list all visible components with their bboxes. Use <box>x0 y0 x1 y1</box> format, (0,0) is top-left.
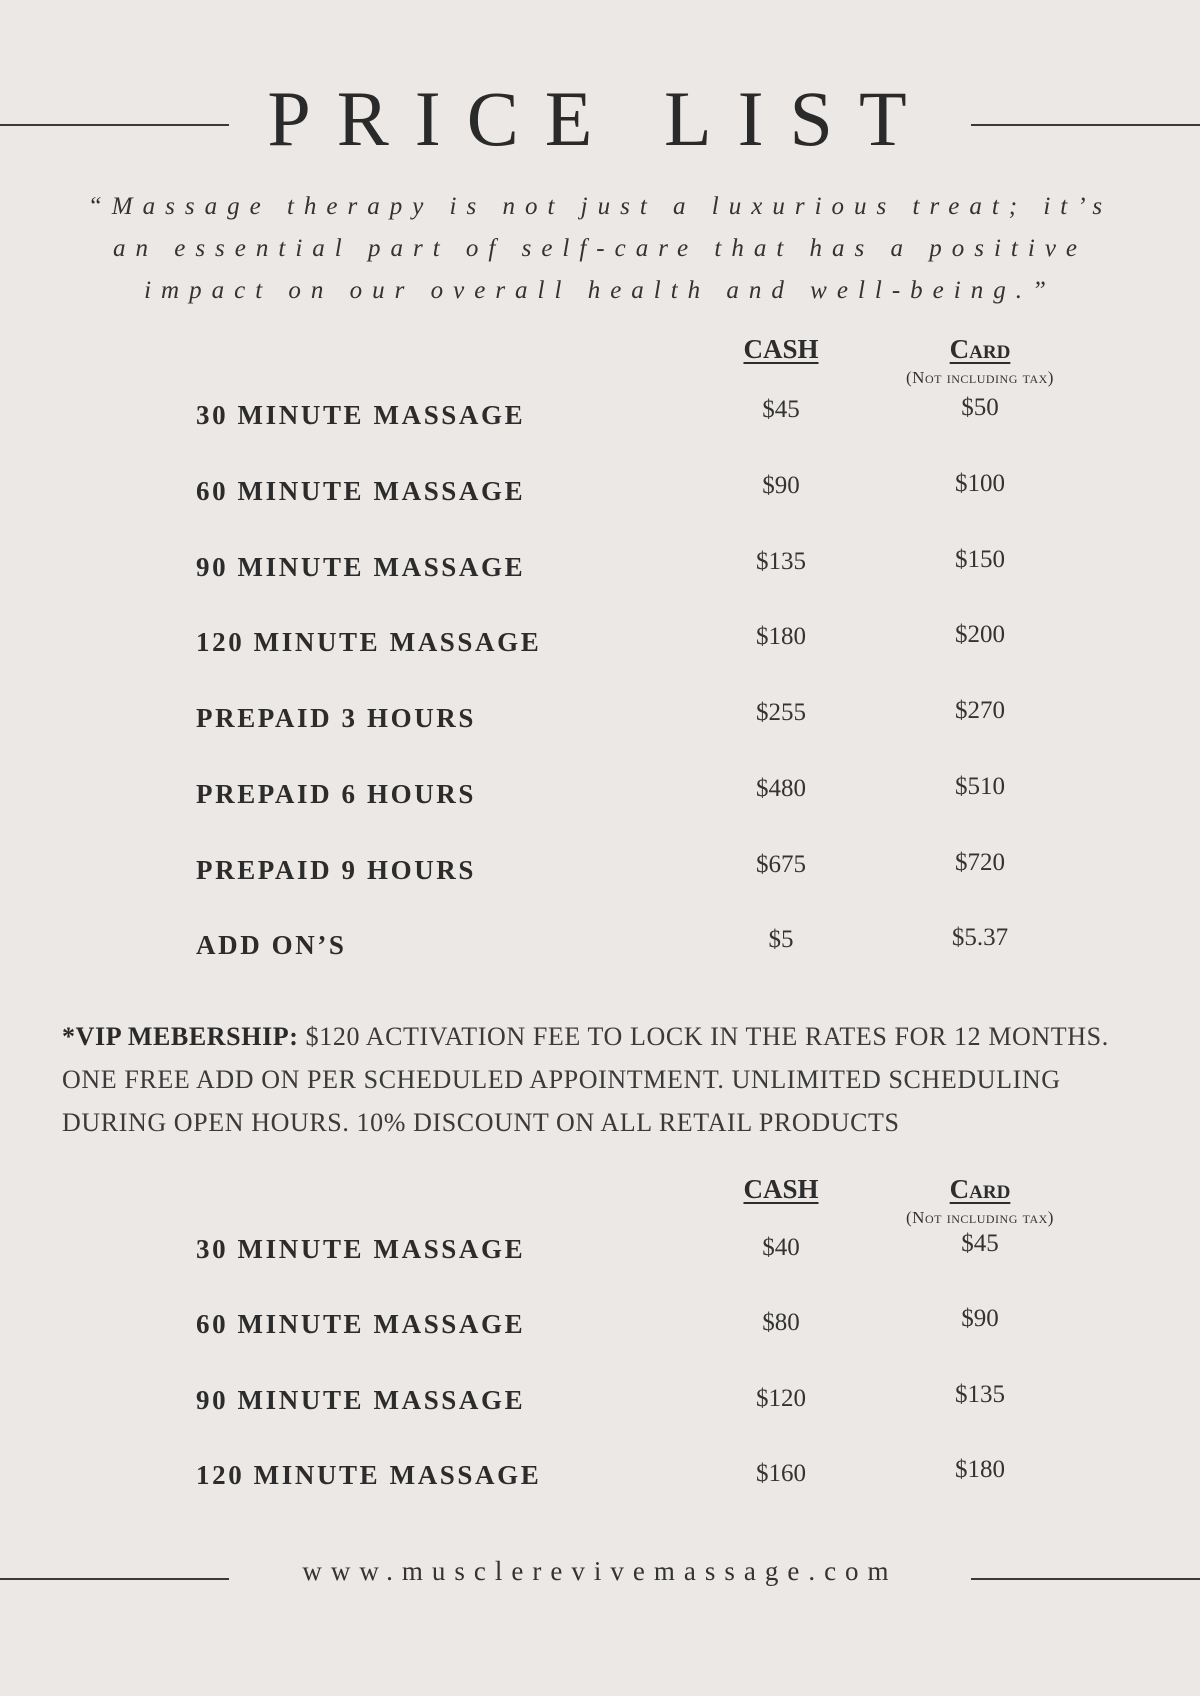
card-price: $5.37 <box>951 924 1009 951</box>
card-price: $510 <box>955 773 1005 800</box>
service-name: 120 MINUTE MASSAGE <box>196 627 542 657</box>
card-price: $180 <box>955 1456 1005 1483</box>
vip-membership-label: *VIP MEBERSHIP: <box>62 1022 299 1051</box>
title-rule-right <box>971 124 1200 126</box>
price-row <box>0 394 1200 440</box>
cash-price: $45 <box>762 396 800 423</box>
service-name: 120 MINUTE MASSAGE <box>196 1460 542 1490</box>
vip-cash-column-header: CASH <box>743 1174 819 1204</box>
price-row <box>0 621 1200 667</box>
vip-price-row <box>0 1381 1200 1425</box>
cash-price: $255 <box>756 699 806 726</box>
card-price: $200 <box>955 621 1005 648</box>
cash-column-header: CASH <box>743 334 819 364</box>
price-row <box>0 773 1200 819</box>
cash-price: $160 <box>756 1460 806 1487</box>
service-name: PREPAID 9 HOURS <box>196 855 477 885</box>
intro-quote: “Massage therapy is not just a luxurious treat; it’s an essential part of self-care that has a positive impact on our overall health and well-being.” <box>87 193 1113 304</box>
card-price: $270 <box>955 697 1005 724</box>
price-row <box>0 924 1200 970</box>
cash-price: $120 <box>756 1385 806 1412</box>
vip-membership-text: $120 ACTIVATION FEE TO LOCK IN THE RATES FOR 12 MONTHS. ONE FREE ADD ON PER SCHEDULED APPOINTMENT. UNLIMITED SCHEDULING DURING OPEN HOURS. 10% DISCOUNT ON ALL RETAIL PRODUCTS <box>62 1022 1109 1137</box>
service-name: PREPAID 6 HOURS <box>196 779 477 809</box>
price-row <box>0 470 1200 516</box>
website-link[interactable]: www.musclerevivemassage.com <box>302 1556 898 1586</box>
service-name: PREPAID 3 HOURS <box>196 703 477 733</box>
service-name: 60 MINUTE MASSAGE <box>196 476 526 506</box>
card-price: $45 <box>961 1230 999 1257</box>
card-price: $150 <box>955 546 1005 573</box>
service-name: 30 MINUTE MASSAGE <box>196 400 526 430</box>
cash-price: $40 <box>762 1234 800 1261</box>
cash-price: $135 <box>756 548 806 575</box>
price-row <box>0 697 1200 743</box>
vip-price-row <box>0 1230 1200 1274</box>
service-name: ADD ON’S <box>196 930 347 960</box>
service-name: 90 MINUTE MASSAGE <box>196 1385 526 1415</box>
card-price: $135 <box>955 1381 1005 1408</box>
cash-price: $5 <box>768 926 794 953</box>
card-tax-note: (Not including tax) <box>906 368 1054 387</box>
card-price: $50 <box>961 394 999 421</box>
footer-rule-right <box>971 1578 1200 1580</box>
cash-price: $80 <box>762 1309 800 1336</box>
page-title: PRICE LIST <box>267 75 933 162</box>
cash-price: $90 <box>762 472 800 499</box>
card-price: $100 <box>955 470 1005 497</box>
card-price: $720 <box>955 849 1005 876</box>
cash-price: $480 <box>756 775 806 802</box>
price-row <box>0 849 1200 895</box>
vip-price-row <box>0 1305 1200 1349</box>
vip-price-row <box>0 1456 1200 1500</box>
price-row <box>0 546 1200 592</box>
service-name: 90 MINUTE MASSAGE <box>196 552 526 582</box>
card-column-header: Card <box>949 334 1011 364</box>
service-name: 30 MINUTE MASSAGE <box>196 1234 526 1264</box>
cash-price: $675 <box>756 851 806 878</box>
card-price: $90 <box>961 1305 999 1332</box>
service-name: 60 MINUTE MASSAGE <box>196 1309 526 1339</box>
vip-card-column-header: Card <box>949 1174 1011 1204</box>
cash-price: $180 <box>756 623 806 650</box>
vip-membership-description <box>62 1015 1142 1144</box>
vip-card-tax-note: (Not including tax) <box>906 1208 1054 1227</box>
